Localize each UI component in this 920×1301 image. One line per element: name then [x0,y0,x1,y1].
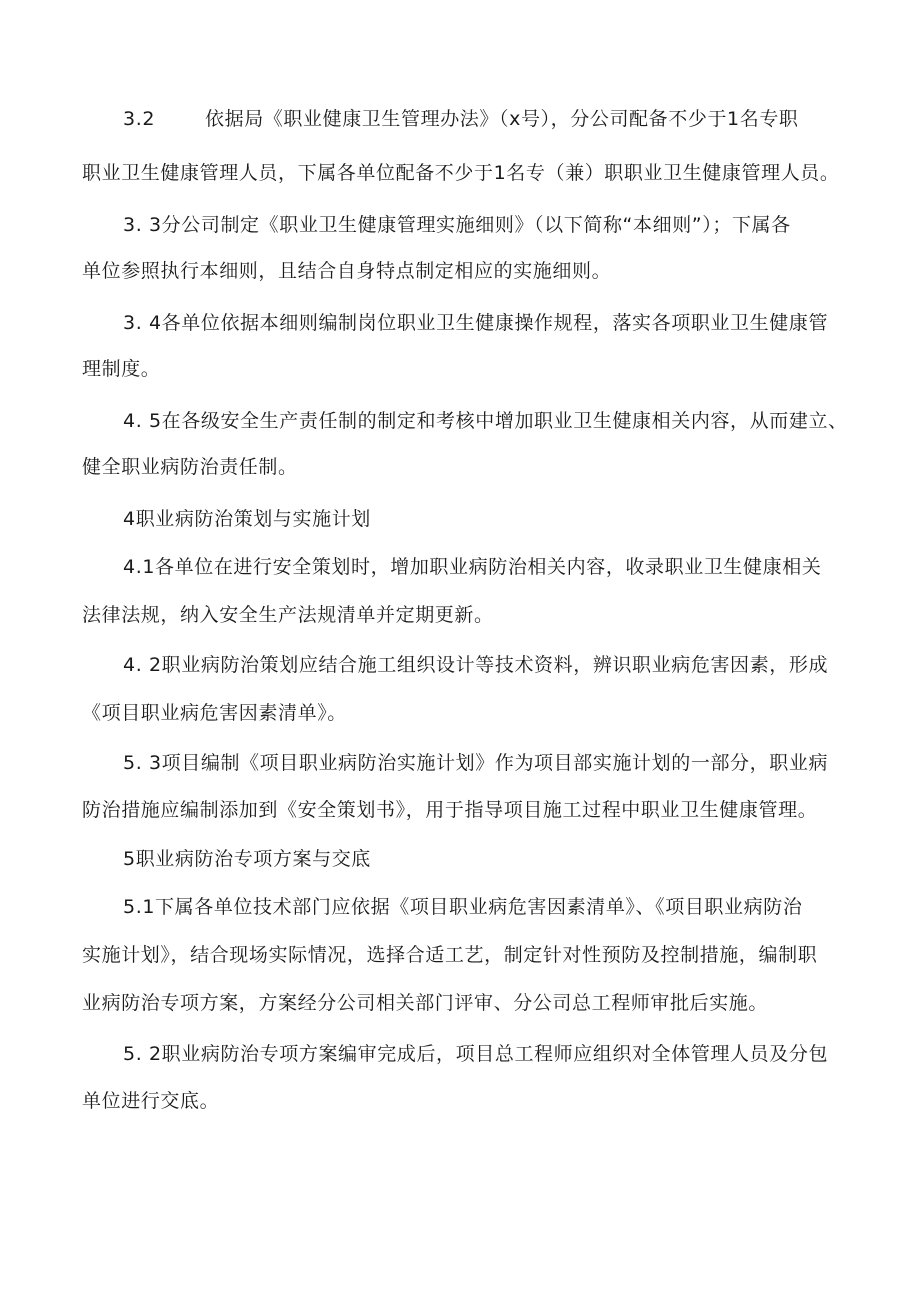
para-4-2-line-1: 4. 2职业病防治策划应结合施工组织设计等技术资料，辨识职业病危害因素，形成 [123,654,829,676]
para-4-2-line-2: 《项目职业病危害因素清单》。 [82,702,347,724]
para-5-3-line-2: 防治措施应编制添加到《安全策划书》，用于指导项目施工过程中职业卫生健康管理。 [82,799,818,821]
para-3-4-line-1: 3. 4各单位依据本细则编制岗位职业卫生健康操作规程，落实各项职业卫生健康管 [123,312,829,334]
para-5-1-line-3: 业病防治专项方案，方案经分公司相关部门评审、分公司总工程师审批后实施。 [82,992,769,1014]
para-5-1-line-1: 5.1下属各单位技术部门应依据《项目职业病危害因素清单》、《项目职业病防治 [123,896,803,918]
para-3-2-line-1: 3.2 依据局《职业健康卫生管理办法》（x号），分公司配备不少于1名专职 [123,108,799,130]
para-4-1-line-2: 法律法规，纳入安全生产法规清单并定期更新。 [82,604,494,626]
para-4-5-line-2: 健全职业病防治责任制。 [82,456,298,478]
section-4-heading: 4职业病防治策划与实施计划 [123,508,371,530]
para-4-5-line-1: 4. 5在各级安全生产责任制的制定和考核中增加职业卫生健康相关内容，从而建立、 [123,410,848,432]
section-5-heading: 5职业病防治专项方案与交底 [123,848,371,870]
para-3-4-line-2: 理制度。 [82,358,161,380]
para-3-2-number: 3.2 [123,108,156,130]
para-5-2-line-2: 单位进行交底。 [82,1090,220,1112]
para-5-3-line-1: 5. 3项目编制《项目职业病防治实施计划》作为项目部实施计划的一部分，职业病 [123,752,829,774]
para-3-2-line-2: 职业卫生健康管理人员，下属各单位配备不少于1名专（兼）职职业卫生健康管理人员。 [82,162,840,184]
para-5-2-line-1: 5. 2职业病防治专项方案编审完成后，项目总工程师应组织对全体管理人员及分包 [123,1043,829,1065]
para-3-3-line-2: 单位参照执行本细则，且结合自身特点制定相应的实施细则。 [82,260,612,282]
para-5-1-line-2: 实施计划》，结合现场实际情况，选择合适工艺，制定针对性预防及控制措施，编制职 [82,944,818,966]
para-4-1-line-1: 4.1各单位在进行安全策划时，增加职业病防治相关内容，收录职业卫生健康相关 [123,556,822,578]
para-3-3-line-1: 3. 3分公司制定《职业卫生健康管理实施细则》（以下简称“本细则”）；下属各 [123,214,791,236]
